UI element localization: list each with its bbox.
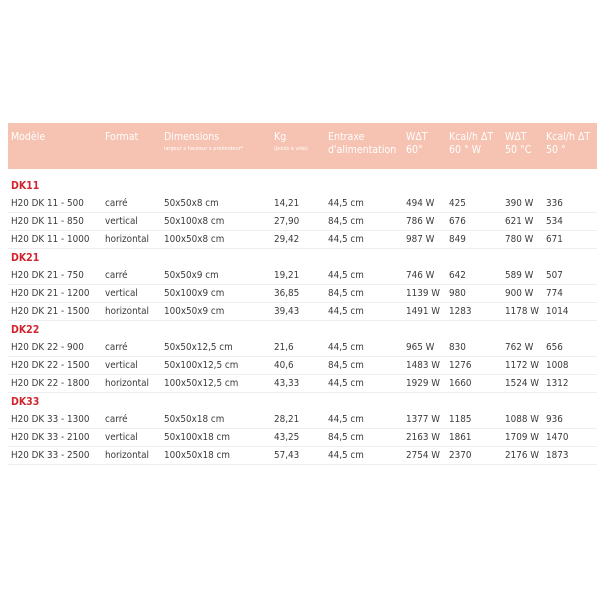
cell-model: H20 DK 22 - 1500: [11, 360, 90, 371]
table-row: [8, 375, 597, 393]
cell-entraxe: 84,5 cm: [328, 288, 364, 299]
cell-kg: 14,21: [274, 198, 300, 209]
cell-entraxe: 84,5 cm: [328, 432, 364, 443]
cell-k60: 2370: [449, 450, 472, 461]
cell-w50: 2176 W: [505, 450, 539, 461]
header-dimensions-sub: largeur x hauteur x profondeur*: [164, 146, 244, 152]
cell-dimensions: 50x100x8 cm: [164, 216, 225, 227]
cell-entraxe: 44,5 cm: [328, 342, 364, 353]
header-kg-label: Kg: [274, 131, 287, 143]
header-dimensions-label: Dimensions: [164, 131, 220, 143]
cell-entraxe: 44,5 cm: [328, 378, 364, 389]
cell-k50: 1312: [546, 378, 569, 389]
cell-kg: 39,43: [274, 306, 300, 317]
cell-model: H20 DK 21 - 750: [11, 270, 84, 281]
group-heading: DK21: [11, 252, 40, 264]
cell-k50: 774: [546, 288, 563, 299]
header-k50-line2: 50 °: [546, 144, 566, 156]
cell-w60: 1139 W: [406, 288, 440, 299]
cell-kg: 19,21: [274, 270, 300, 281]
cell-w60: 1491 W: [406, 306, 440, 317]
cell-model: H20 DK 11 - 850: [11, 216, 84, 227]
cell-kg: 36,85: [274, 288, 300, 299]
cell-format: horizontal: [105, 306, 149, 317]
table-row: [8, 267, 597, 285]
table-row: [8, 429, 597, 447]
cell-dimensions: 50x100x9 cm: [164, 288, 225, 299]
cell-format: carré: [105, 198, 128, 209]
cell-dimensions: 100x50x8 cm: [164, 234, 225, 245]
cell-dimensions: 100x50x12,5 cm: [164, 378, 239, 389]
table-row: [8, 285, 597, 303]
cell-dimensions: 50x100x18 cm: [164, 432, 230, 443]
cell-format: vertical: [105, 432, 138, 443]
cell-kg: 27,90: [274, 216, 300, 227]
cell-kg: 57,43: [274, 450, 300, 461]
cell-w50: 1178 W: [505, 306, 539, 317]
header-kg: [274, 131, 308, 153]
cell-k50: 656: [546, 342, 563, 353]
header-w60: [406, 131, 428, 157]
cell-k50: 507: [546, 270, 563, 281]
cell-k60: 830: [449, 342, 466, 353]
cell-format: horizontal: [105, 450, 149, 461]
cell-k50: 1470: [546, 432, 569, 443]
cell-format: carré: [105, 270, 128, 281]
header-dimensions: [164, 131, 243, 153]
cell-w50: 900 W: [505, 288, 534, 299]
cell-k60: 1276: [449, 360, 472, 371]
cell-format: vertical: [105, 288, 138, 299]
cell-w50: 621 W: [505, 216, 534, 227]
header-kg-sub: (poids à vide): [274, 146, 308, 152]
cell-k60: 1185: [449, 414, 472, 425]
cell-dimensions: 50x50x18 cm: [164, 414, 225, 425]
cell-kg: 43,25: [274, 432, 300, 443]
cell-k50: 1873: [546, 450, 569, 461]
cell-entraxe: 44,5 cm: [328, 234, 364, 245]
header-entraxe-line2: d'alimentation: [328, 144, 397, 156]
cell-format: carré: [105, 414, 128, 425]
cell-format: horizontal: [105, 378, 149, 389]
cell-k60: 980: [449, 288, 466, 299]
header-w50-line1: WΔT: [505, 131, 527, 143]
cell-w50: 1709 W: [505, 432, 539, 443]
table-row: [8, 195, 597, 213]
cell-kg: 29,42: [274, 234, 300, 245]
cell-k60: 1660: [449, 378, 472, 389]
header-entraxe: [328, 131, 396, 157]
header-model: Modèle: [11, 131, 46, 143]
cell-kg: 43,33: [274, 378, 300, 389]
header-k60-line2: 60 ° W: [449, 144, 482, 156]
cell-dimensions: 100x50x18 cm: [164, 450, 230, 461]
group-heading: DK33: [11, 396, 40, 408]
group-heading: DK11: [11, 180, 40, 192]
cell-model: H20 DK 21 - 1500: [11, 306, 90, 317]
header-w50: [505, 131, 531, 157]
cell-w50: 1524 W: [505, 378, 539, 389]
cell-kg: 40,6: [274, 360, 294, 371]
cell-entraxe: 84,5 cm: [328, 360, 364, 371]
group-heading: DK22: [11, 324, 40, 336]
cell-k50: 534: [546, 216, 563, 227]
cell-w60: 1377 W: [406, 414, 440, 425]
cell-k60: 425: [449, 198, 466, 209]
spec-table: [8, 123, 597, 465]
header-k50-line1: Kcal/h ΔT: [546, 131, 591, 143]
cell-dimensions: 100x50x9 cm: [164, 306, 225, 317]
table-row: [8, 303, 597, 321]
cell-w50: 1088 W: [505, 414, 539, 425]
cell-k50: 1008: [546, 360, 569, 371]
cell-entraxe: 44,5 cm: [328, 198, 364, 209]
cell-model: H20 DK 33 - 2100: [11, 432, 90, 443]
header-w60-line1: WΔT: [406, 131, 428, 143]
table-row: [8, 339, 597, 357]
header-format: Format: [105, 131, 139, 143]
cell-w50: 589 W: [505, 270, 534, 281]
cell-dimensions: 50x50x12,5 cm: [164, 342, 233, 353]
cell-w60: 1929 W: [406, 378, 440, 389]
cell-w60: 965 W: [406, 342, 435, 353]
cell-w50: 780 W: [505, 234, 534, 245]
cell-w60: 786 W: [406, 216, 435, 227]
cell-dimensions: 50x50x8 cm: [164, 198, 219, 209]
header-w50-line2: 50 °C: [505, 144, 532, 156]
cell-format: carré: [105, 342, 128, 353]
cell-k50: 1014: [546, 306, 569, 317]
table-row: [8, 447, 597, 465]
table-header: [8, 123, 597, 169]
header-k60: [449, 131, 493, 157]
cell-format: vertical: [105, 216, 138, 227]
cell-w60: 494 W: [406, 198, 435, 209]
table-row: [8, 411, 597, 429]
cell-dimensions: 50x100x12,5 cm: [164, 360, 239, 371]
table-row: [8, 357, 597, 375]
header-entraxe-line1: Entraxe: [328, 131, 365, 143]
header-k50: [546, 131, 590, 157]
cell-model: H20 DK 11 - 1000: [11, 234, 90, 245]
cell-format: horizontal: [105, 234, 149, 245]
cell-kg: 28,21: [274, 414, 300, 425]
cell-entraxe: 44,5 cm: [328, 306, 364, 317]
cell-k60: 642: [449, 270, 466, 281]
cell-kg: 21,6: [274, 342, 294, 353]
cell-k60: 676: [449, 216, 466, 227]
table-row: [8, 213, 597, 231]
cell-model: H20 DK 33 - 1300: [11, 414, 90, 425]
cell-w60: 2163 W: [406, 432, 440, 443]
cell-w50: 762 W: [505, 342, 534, 353]
cell-model: H20 DK 11 - 500: [11, 198, 84, 209]
cell-w60: 746 W: [406, 270, 435, 281]
cell-model: H20 DK 22 - 1800: [11, 378, 90, 389]
cell-format: vertical: [105, 360, 138, 371]
cell-w50: 390 W: [505, 198, 534, 209]
cell-entraxe: 44,5 cm: [328, 450, 364, 461]
table-body: [8, 177, 597, 465]
cell-k60: 1861: [449, 432, 472, 443]
cell-k60: 849: [449, 234, 466, 245]
cell-w60: 2754 W: [406, 450, 440, 461]
cell-model: H20 DK 21 - 1200: [11, 288, 90, 299]
cell-w50: 1172 W: [505, 360, 539, 371]
cell-model: H20 DK 22 - 900: [11, 342, 84, 353]
cell-w60: 987 W: [406, 234, 435, 245]
cell-k50: 336: [546, 198, 563, 209]
cell-entraxe: 44,5 cm: [328, 414, 364, 425]
header-w60-line2: 60°: [406, 144, 423, 156]
cell-model: H20 DK 33 - 2500: [11, 450, 90, 461]
table-row: [8, 231, 597, 249]
cell-k50: 671: [546, 234, 563, 245]
cell-w60: 1483 W: [406, 360, 440, 371]
cell-entraxe: 84,5 cm: [328, 216, 364, 227]
cell-entraxe: 44,5 cm: [328, 270, 364, 281]
cell-dimensions: 50x50x9 cm: [164, 270, 219, 281]
header-k60-line1: Kcal/h ΔT: [449, 131, 494, 143]
cell-k50: 936: [546, 414, 563, 425]
cell-k60: 1283: [449, 306, 472, 317]
